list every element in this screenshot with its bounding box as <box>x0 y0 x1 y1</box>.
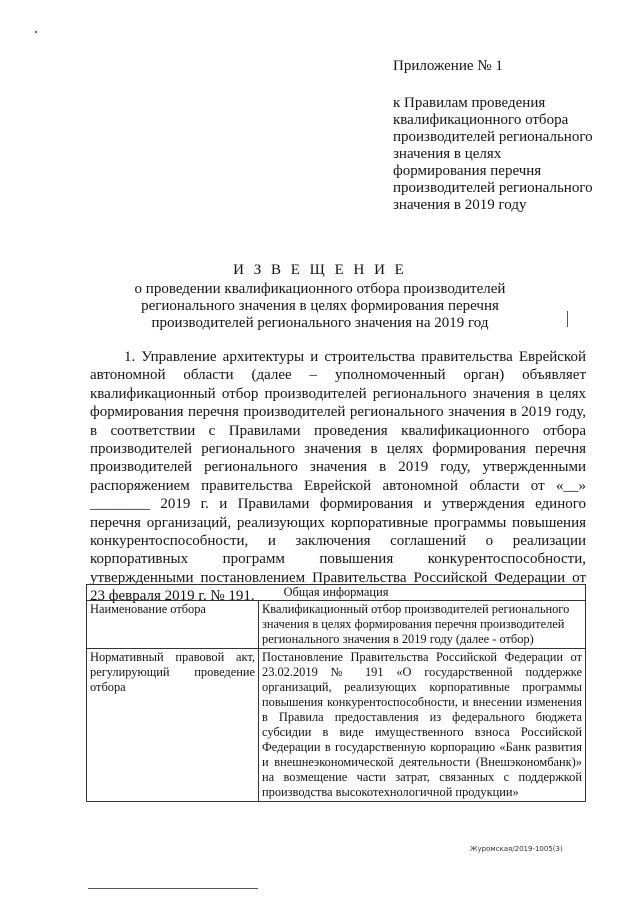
table-row-value: Квалификационный отбор производителей регионального значения в целях формирования перечня производителей регионального значения в 2019 году (далее - отбор) <box>259 601 586 649</box>
table-row <box>87 601 586 649</box>
table-row <box>87 649 586 802</box>
appendix-block <box>393 58 593 214</box>
paragraph-1: 1. Управление архитектуры и строительства правительства Еврейской автономной области (далее – уполномоченный орган) объявляет квалификационный отбор производителей регионального значения в целях формирования перечня производителей регионального значения в 2019 году, в соответствии с Правилами проведения квалификационного отбора производителей регионального значения в целях формирования перечня производителей регионального значения в 2019 году, утвержденными распоряжением правительства Еврейской автономной области от «__» ________ 2019 г. и Правилами формирования и утверждения единого перечня организаций, реализующих корпоративные программы повышения конкурентоспособности, и заключения соглашений о реализации корпоративных программ повышения конкурентоспособности, утвержденными постановлением Правительства Российской Федерации от 23 февраля 2019 г. № 191. <box>90 349 586 605</box>
table-row-value: Постановление Правительства Российской Федерации от 23.02.2019 № 191 «О государственной поддержке организаций, реализующих корпоративные программы повышения конкурентоспособности, и внесении изменения в Правила предоставления из федерального бюджета субсидии в виде имущественного взноса Российской Федерации в государственную корпорацию «Банк развития и внешнеэкономической деятельности (Внешэкономбанк)» на возмещение части затрат, связанных с поддержкой производства высокотехнологичной продукции» <box>259 649 586 802</box>
appendix-text: к Правилам проведения квалификационного отбора производителей регионального значения в целях формирования перечня производителей регионального значения в 2019 году <box>393 95 593 213</box>
margin-mark <box>567 311 568 327</box>
footer-code: Журомская/2019-1005(3) <box>470 845 563 853</box>
notice-title: И З В Е Щ Е Н И Е <box>233 262 407 278</box>
footnote-divider <box>88 888 258 889</box>
scan-speck <box>35 31 37 33</box>
notice-subtitle: о проведении квалификационного отбора производителей регионального значения в целях формирования перечня производителей регионального значения на 2019 год <box>134 281 506 331</box>
table-header-row <box>87 585 586 601</box>
table-row-label: Наименование отбора <box>87 601 259 649</box>
general-info-table <box>86 584 586 802</box>
table-row-label: Нормативный правовой акт, регулирующий проведение отбора <box>87 649 259 802</box>
table-header: Общая информация <box>87 585 586 601</box>
appendix-title: Приложение № 1 <box>393 58 503 74</box>
